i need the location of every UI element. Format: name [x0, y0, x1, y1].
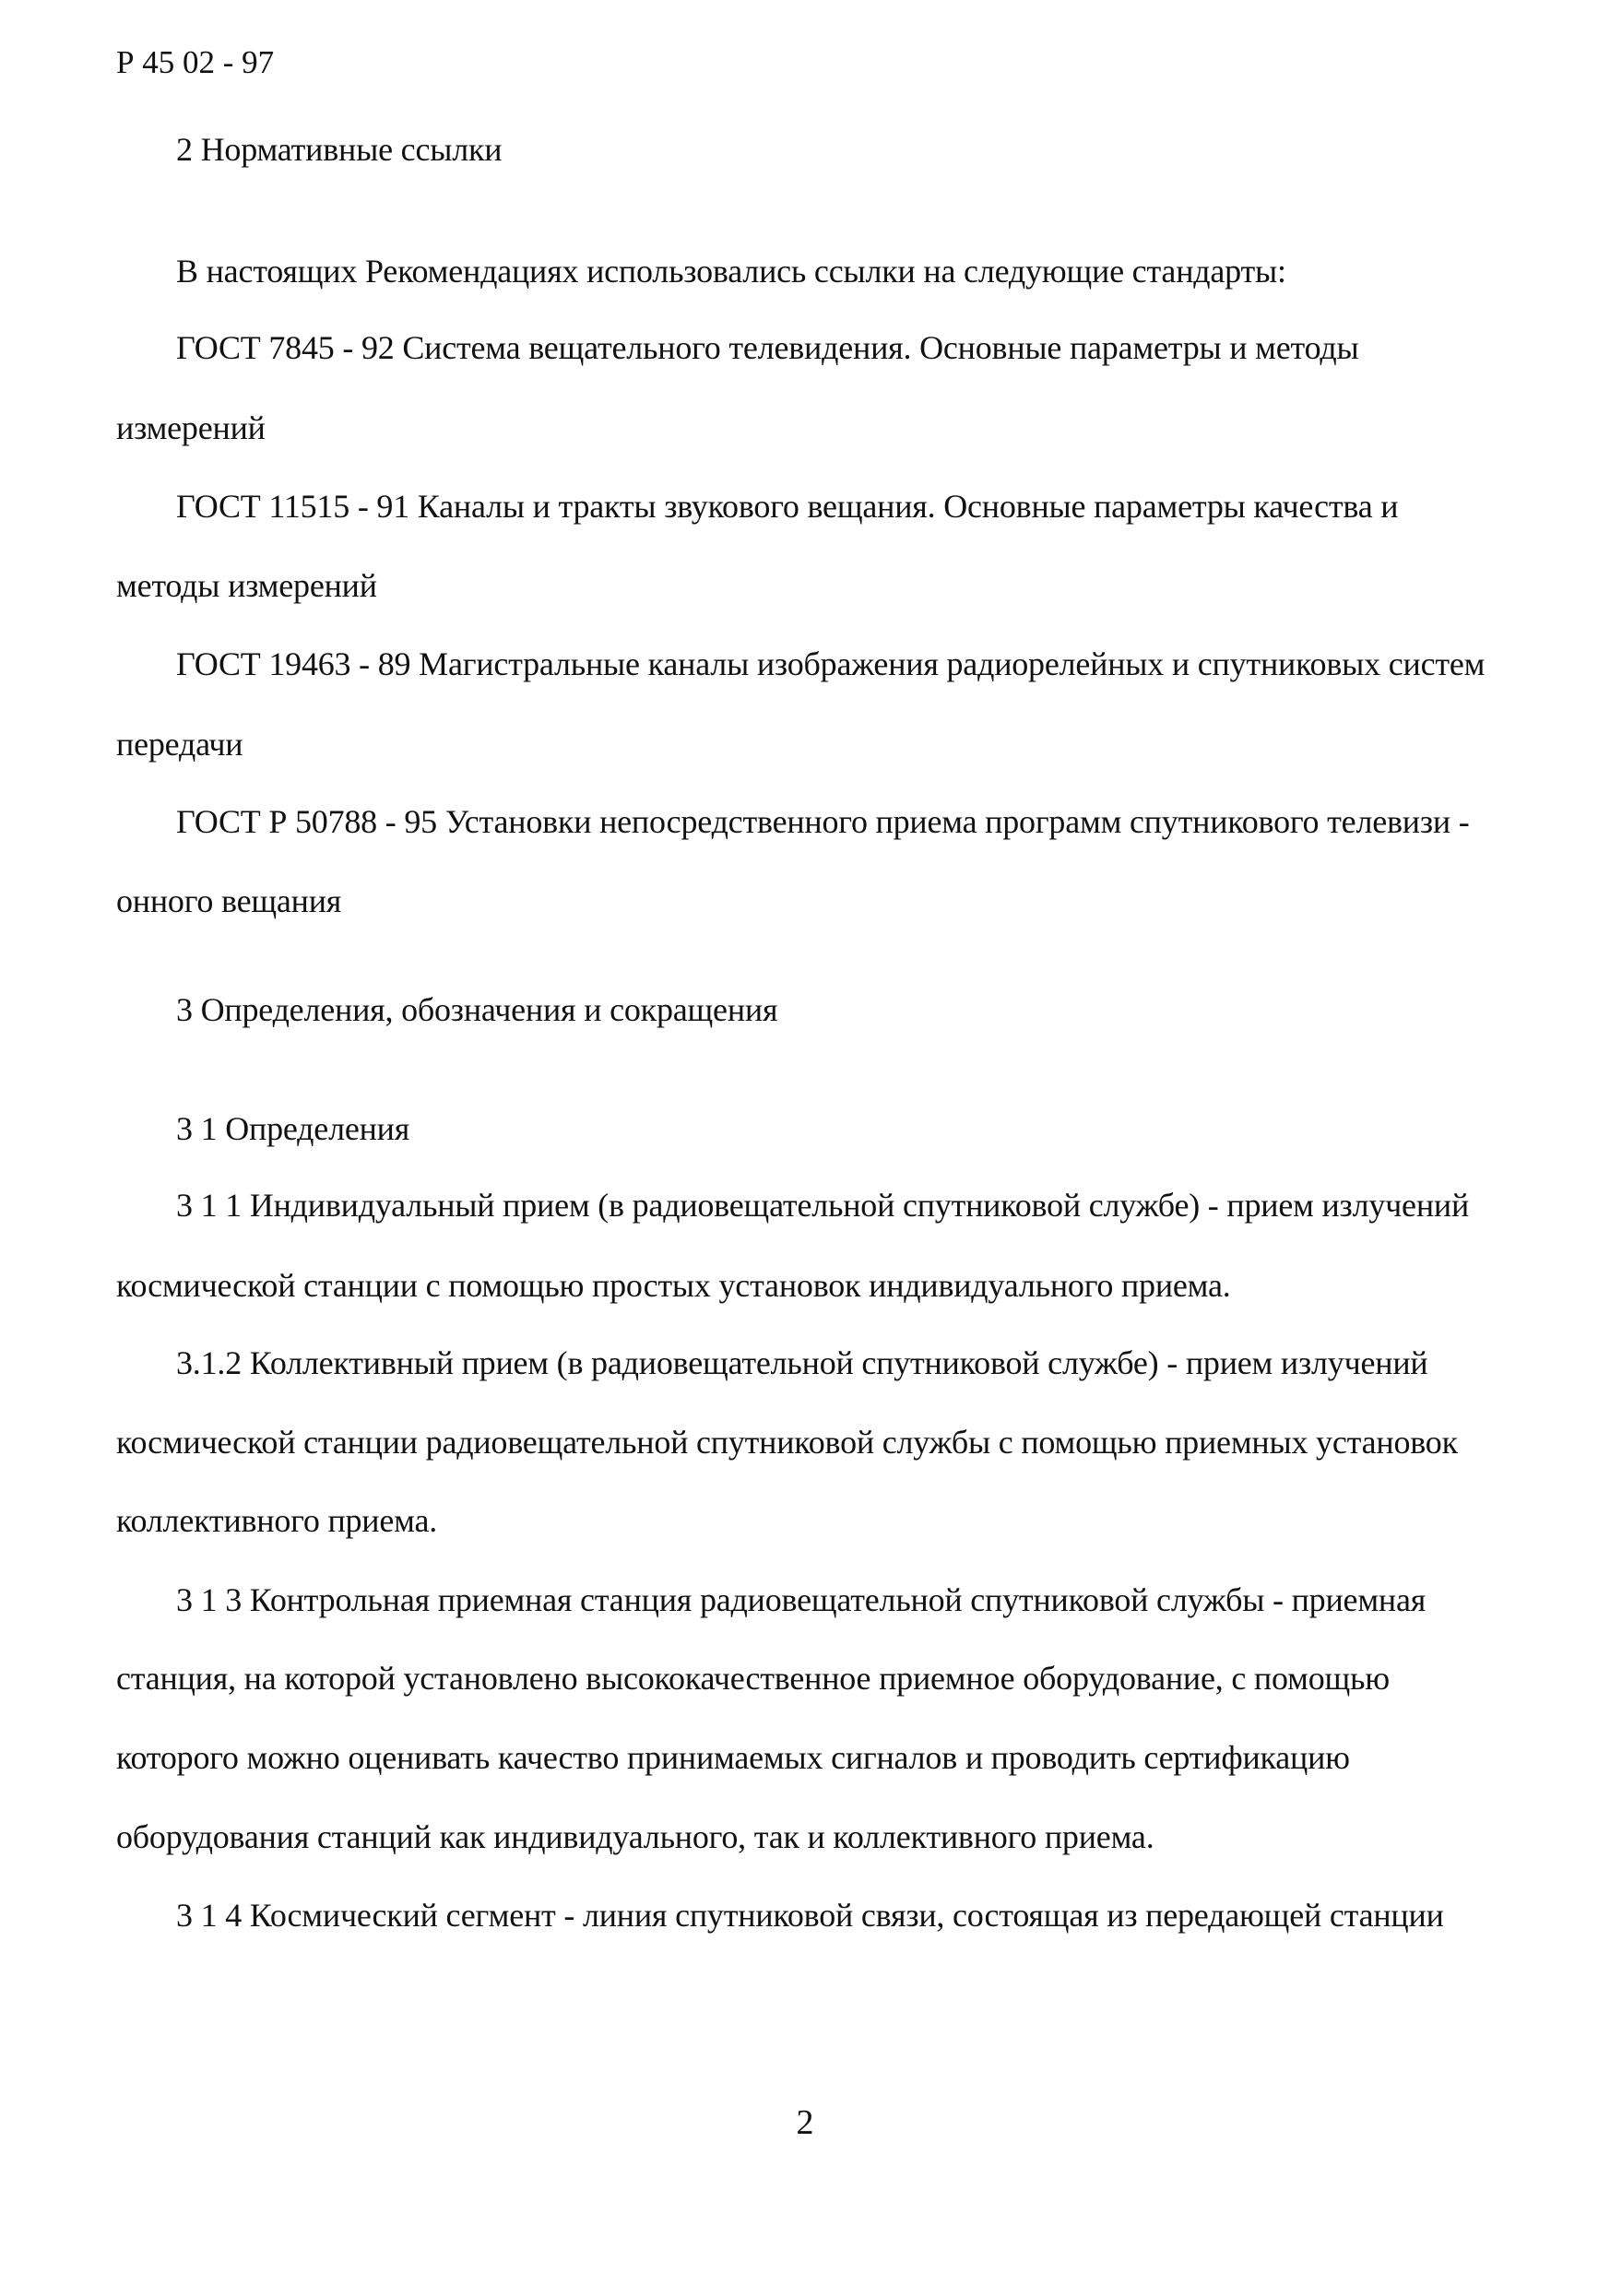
reference-line-continuation: методы измерений: [116, 567, 377, 604]
definition-line-continuation: станция, на которой установлено высококачественное приемное оборудование, с помощью: [116, 1660, 1390, 1697]
definition-line-continuation: коллективного приема.: [116, 1502, 438, 1539]
subsection-heading-definitions: 3 1 Определения: [176, 1110, 410, 1147]
section-intro-text: В настоящих Рекомендациях использовались ссылки на следующие стандарты:: [176, 253, 1286, 290]
reference-line-continuation: передачи: [116, 726, 243, 763]
document-code: Р 45 02 - 97: [116, 44, 275, 80]
definition-line-continuation: космической станции с помощью простых установок индивидуального приема.: [116, 1267, 1231, 1304]
reference-line: ГОСТ 11515 - 91 Каналы и тракты звукового вещания. Основные параметры качества и: [176, 488, 1399, 525]
section-heading-definitions: 3 Определения, обозначения и сокращения: [176, 991, 778, 1028]
reference-line: ГОСТ 7845 - 92 Система вещательного телевидения. Основные параметры и методы: [176, 329, 1359, 366]
reference-line: ГОСТ Р 50788 - 95 Установки непосредственного приема программ спутникового телевизи -: [176, 803, 1470, 840]
definition-line-continuation: космической станции радиовещательной спутниковой службы с помощью приемных установок: [116, 1424, 1458, 1461]
reference-line-continuation: измерений: [116, 409, 266, 446]
definition-line: 3 1 4 Космический сегмент - линия спутниковой связи, состоящая из передающей станции: [176, 1897, 1444, 1934]
reference-line: ГОСТ 19463 - 89 Магистральные каналы изображения радиорелейных и спутниковых систем: [176, 645, 1486, 682]
definition-line-continuation: оборудования станций как индивидуального, так и коллективного приема.: [116, 1818, 1154, 1855]
reference-line-continuation: онного вещания: [116, 882, 342, 919]
page-number: 2: [796, 2103, 814, 2142]
definition-line: 3 1 3 Контрольная приемная станция радиовещательной спутниковой службы - приемная: [176, 1581, 1427, 1618]
definition-line: 3.1.2 Коллективный прием (в радиовещательной спутниковой службе) - прием излучений: [176, 1344, 1428, 1381]
definition-line-continuation: которого можно оценивать качество принимаемых сигналов и проводить сертификацию: [116, 1739, 1350, 1776]
definition-line: 3 1 1 Индивидуальный прием (в радиовещательной спутниковой службе) - прием излучений: [176, 1187, 1470, 1224]
section-heading-normative-references: 2 Нормативные ссылки: [176, 131, 503, 168]
